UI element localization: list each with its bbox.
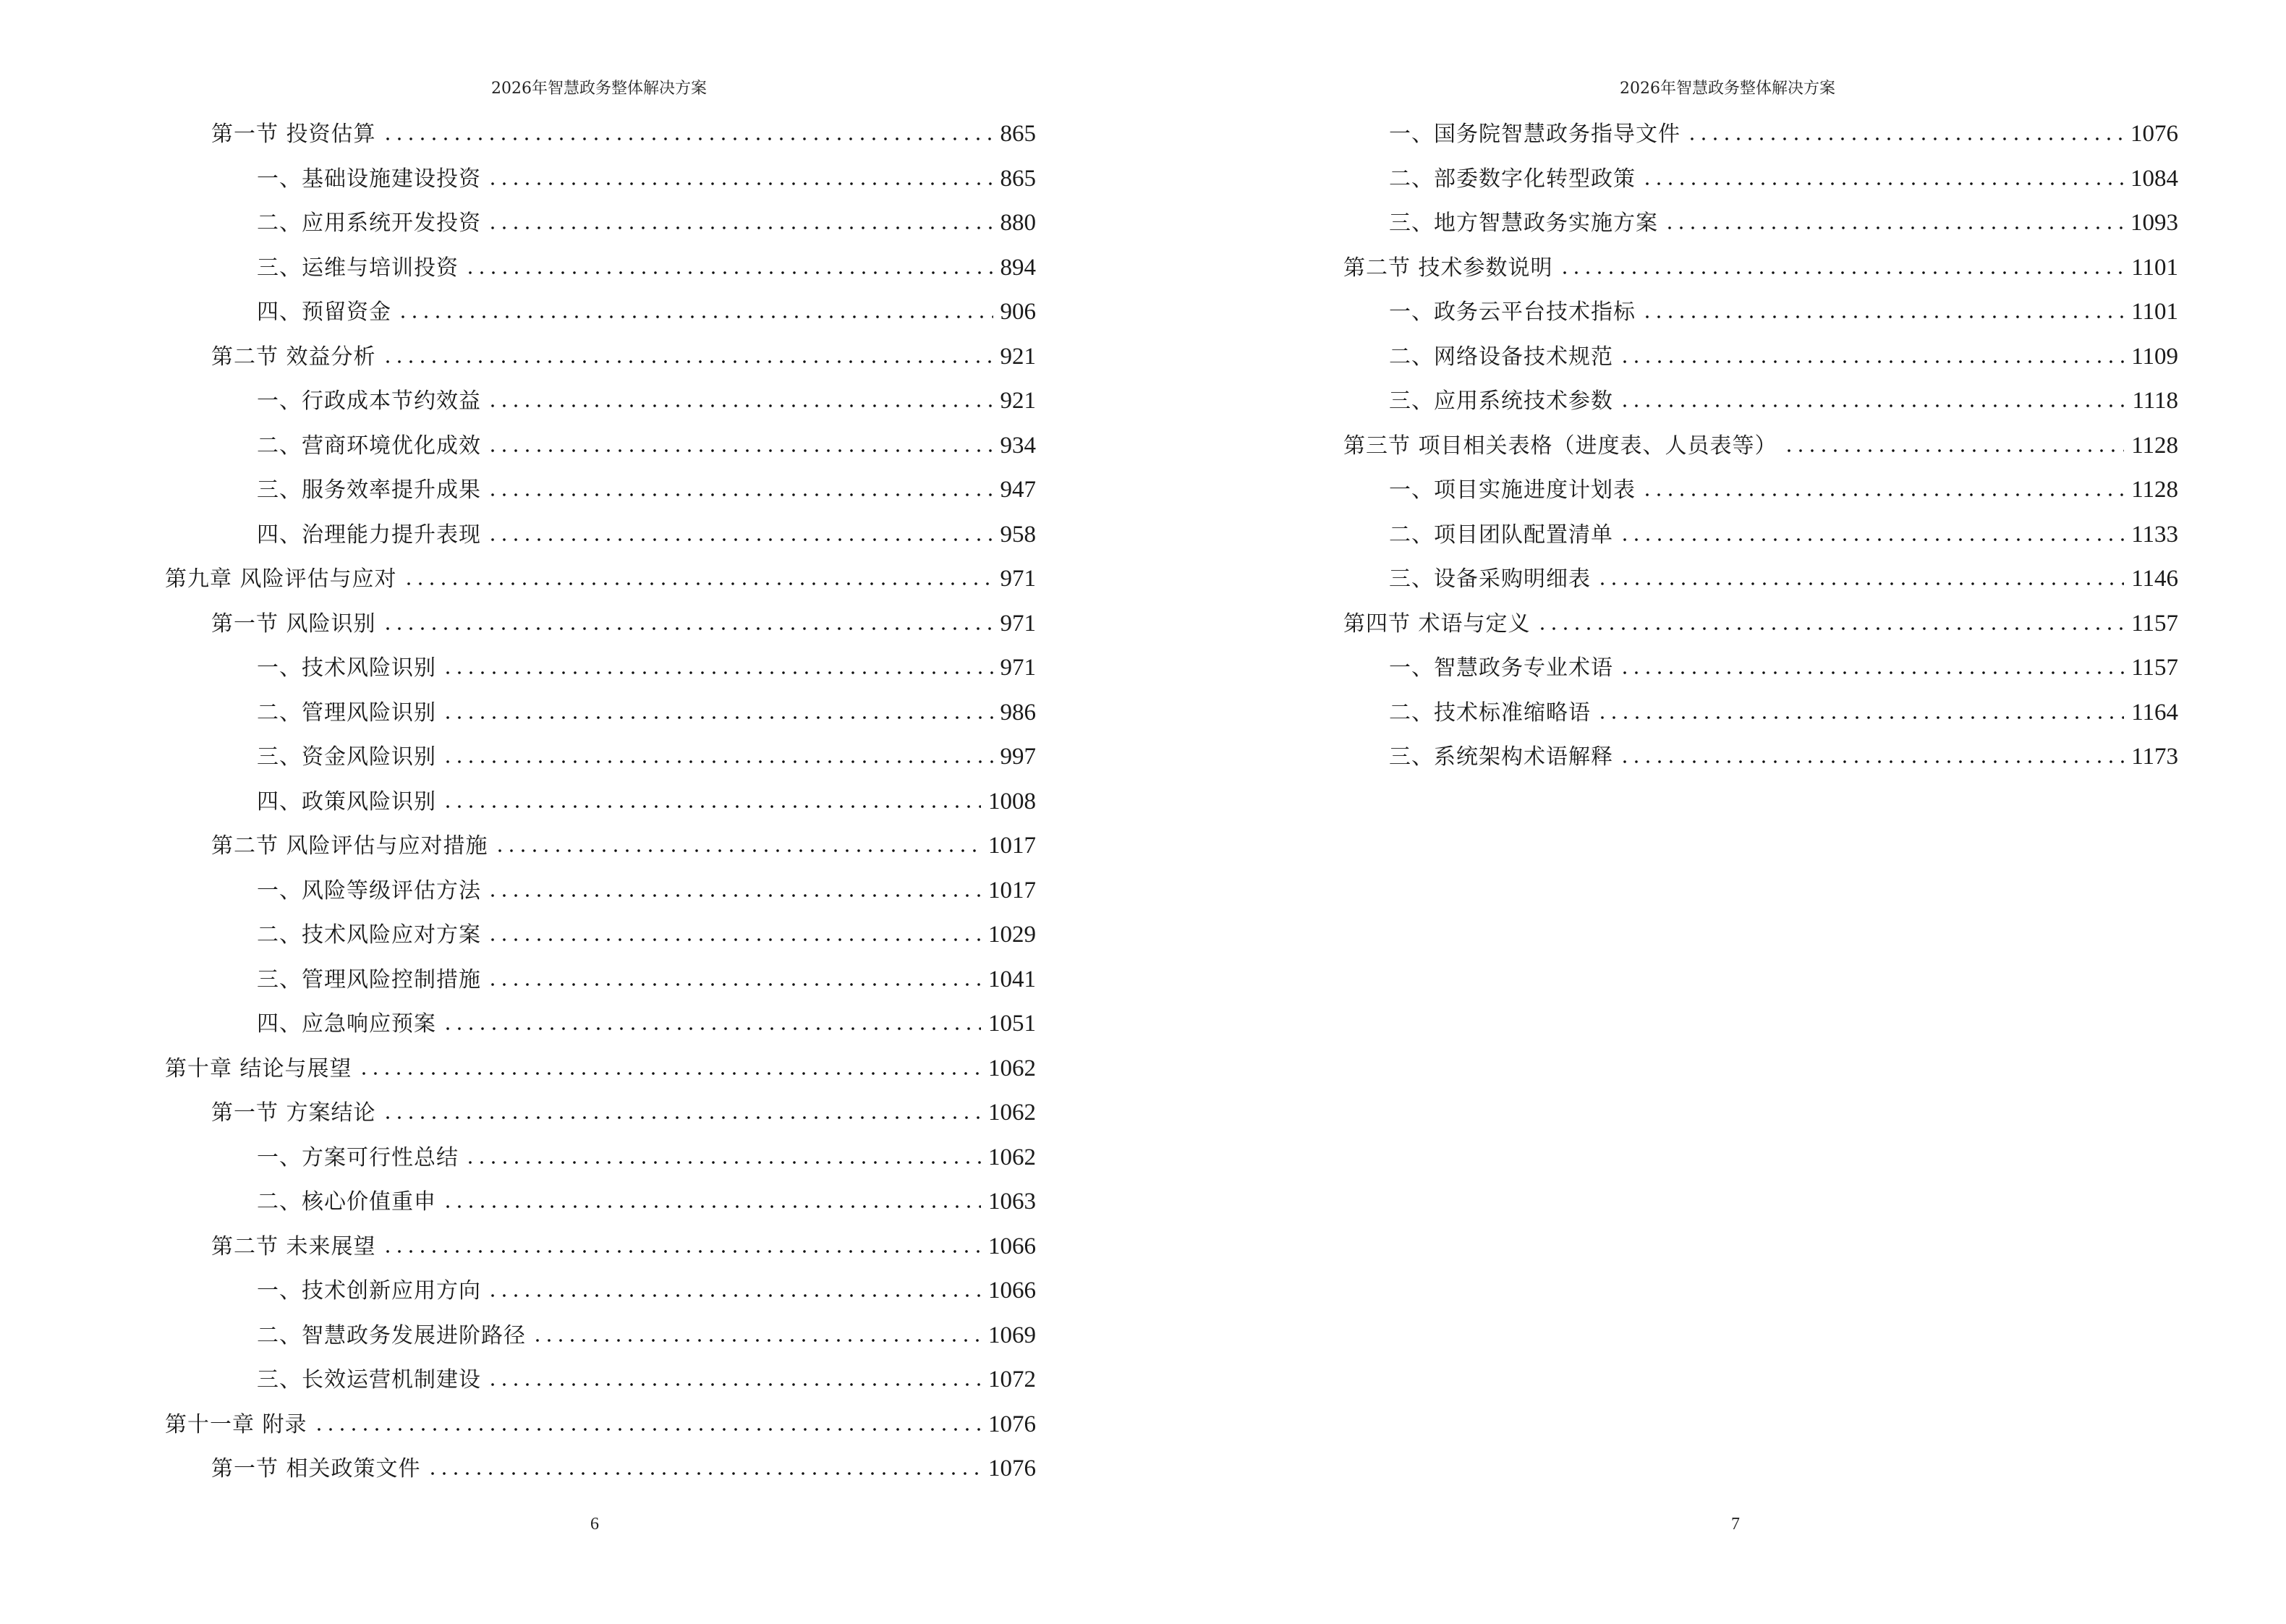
toc-entry-section[interactable] (165, 609, 1036, 654)
toc-entry-title: 一、国务院智慧政务指导文件 (1389, 122, 1680, 147)
toc-entry-title: 第二节 风险评估与应对措施 (211, 833, 488, 859)
table-of-contents (165, 119, 1036, 1499)
toc-entry-section[interactable] (165, 1098, 1036, 1143)
toc-entry-page-number: 865 (1000, 121, 1036, 147)
toc-entry-title: 第一节 风险识别 (211, 611, 376, 637)
toc-entry-page-number: 1157 (2131, 610, 2178, 637)
toc-entry-title: 三、资金风险识别 (257, 744, 436, 770)
dot-leader (1641, 480, 2124, 497)
toc-entry-section[interactable] (1343, 431, 2178, 476)
toc-entry-subsection[interactable] (165, 1321, 1036, 1366)
toc-entry-page-number: 921 (1000, 343, 1036, 370)
toc-entry-title: 二、核心价值重申 (257, 1189, 436, 1215)
toc-entry-subsection[interactable] (165, 520, 1036, 565)
page-right (1143, 0, 2286, 1624)
toc-entry-page-number: 986 (1000, 699, 1036, 726)
dot-leader (487, 480, 993, 497)
toc-entry-title: 第三节 项目相关表格（进度表、人员表等） (1343, 433, 1777, 459)
toc-entry-title: 第二节 未来展望 (211, 1233, 376, 1259)
dot-leader (1619, 391, 2125, 408)
toc-entry-title: 一、基础设施建设投资 (257, 166, 481, 192)
dot-leader (442, 702, 993, 720)
toc-entry-page-number: 906 (1000, 299, 1036, 325)
toc-entry-page-number: 894 (1000, 254, 1036, 281)
toc-entry-subsection[interactable] (1343, 564, 2178, 609)
toc-entry-title: 第九章 风险评估与应对 (165, 566, 397, 592)
toc-entry-subsection[interactable] (165, 698, 1036, 743)
dot-leader (487, 169, 993, 186)
toc-entry-subsection[interactable] (165, 297, 1036, 342)
toc-entry-title: 第二节 效益分析 (211, 344, 376, 370)
toc-entry-title: 二、应用系统开发投资 (257, 211, 481, 236)
toc-entry-page-number: 1157 (2131, 655, 2178, 681)
toc-entry-subsection[interactable] (165, 386, 1036, 431)
toc-entry-subsection[interactable] (165, 1143, 1036, 1188)
toc-entry-subsection[interactable] (1343, 698, 2178, 743)
toc-entry-title: 第二节 技术参数说明 (1343, 255, 1553, 281)
toc-entry-page-number: 880 (1000, 210, 1036, 236)
toc-entry-title: 三、管理风险控制措施 (257, 966, 481, 992)
toc-entry-title: 三、系统架构术语解释 (1389, 744, 1613, 770)
toc-entry-page-number: 1133 (2131, 521, 2178, 548)
toc-entry-subsection[interactable] (165, 1276, 1036, 1321)
toc-entry-page-number: 1076 (988, 1455, 1036, 1481)
toc-entry-title: 四、治理能力提升表现 (257, 522, 481, 548)
toc-entry-title: 三、应用系统技术参数 (1389, 388, 1613, 414)
toc-entry-subsection[interactable] (1343, 164, 2178, 209)
table-of-contents (1343, 119, 2178, 787)
toc-entry-subsection[interactable] (165, 1187, 1036, 1232)
toc-entry-title: 二、技术标准缩略语 (1389, 700, 1591, 726)
dot-leader (487, 391, 993, 408)
toc-entry-page-number: 1069 (988, 1322, 1036, 1348)
dot-leader (1619, 747, 2124, 764)
toc-entry-subsection[interactable] (165, 1365, 1036, 1410)
toc-entry-page-number: 1173 (2131, 744, 2178, 770)
dot-leader (382, 124, 993, 141)
toc-entry-page-number: 997 (1000, 744, 1036, 770)
toc-entry-subsection[interactable] (165, 787, 1036, 832)
toc-entry-subsection[interactable] (165, 475, 1036, 520)
dot-leader (382, 1236, 981, 1254)
toc-entry-subsection[interactable] (1343, 119, 2178, 164)
toc-entry-title: 一、智慧政务专业术语 (1389, 655, 1613, 681)
toc-entry-subsection[interactable] (1343, 342, 2178, 387)
toc-entry-title: 三、长效运营机制建设 (257, 1367, 481, 1393)
toc-entry-page-number: 1017 (988, 877, 1036, 904)
toc-entry-subsection[interactable] (1343, 742, 2178, 787)
toc-entry-title: 二、智慧政务发展进阶路径 (257, 1322, 526, 1348)
dot-leader (464, 1147, 981, 1165)
toc-entry-subsection[interactable] (165, 742, 1036, 787)
dot-leader (1537, 613, 2125, 631)
toc-entry-subsection[interactable] (165, 653, 1036, 698)
dot-leader (1619, 524, 2124, 542)
toc-entry-title: 第一节 相关政策文件 (211, 1456, 421, 1481)
toc-entry-page-number: 1008 (988, 788, 1036, 815)
toc-entry-page-number: 1051 (988, 1011, 1036, 1037)
toc-entry-page-number: 1029 (988, 922, 1036, 948)
toc-entry-title: 第十一章 附录 (165, 1411, 307, 1437)
toc-entry-page-number: 971 (1000, 566, 1036, 592)
toc-entry-title: 二、营商环境优化成效 (257, 433, 481, 459)
toc-entry-title: 第一节 投资估算 (211, 122, 376, 147)
dot-leader (313, 1414, 981, 1432)
toc-entry-section[interactable] (1343, 609, 2178, 654)
toc-entry-page-number: 1063 (988, 1189, 1036, 1215)
dot-leader (382, 613, 993, 631)
dot-leader (1597, 702, 2124, 720)
toc-entry-page-number: 1041 (988, 966, 1036, 992)
dot-leader (487, 969, 981, 987)
dot-leader (382, 347, 993, 364)
toc-entry-page-number: 1072 (988, 1366, 1036, 1393)
toc-entry-page-number: 1066 (988, 1277, 1036, 1304)
toc-entry-title: 一、技术风险识别 (257, 655, 436, 681)
toc-entry-page-number: 1062 (988, 1100, 1036, 1126)
toc-entry-title: 一、项目实施进度计划表 (1389, 477, 1636, 503)
toc-entry-title: 一、风险等级评估方法 (257, 877, 481, 904)
toc-entry-title: 四、应急响应预案 (257, 1011, 436, 1037)
toc-entry-title: 四、政策风险识别 (257, 788, 436, 815)
dot-leader (358, 1058, 981, 1076)
toc-entry-title: 三、服务效率提升成果 (257, 477, 481, 503)
dot-leader (1686, 124, 2123, 141)
dot-leader (442, 791, 981, 809)
toc-entry-page-number: 958 (1000, 521, 1036, 548)
toc-entry-chapter[interactable] (165, 1410, 1036, 1455)
toc-entry-page-number: 1062 (988, 1055, 1036, 1081)
dot-leader (1619, 347, 2124, 364)
toc-entry-subsection[interactable] (165, 208, 1036, 253)
toc-entry-title: 一、行政成本节约效益 (257, 388, 481, 414)
dot-leader (1597, 569, 2124, 586)
toc-entry-page-number: 1128 (2131, 432, 2178, 459)
dot-leader (487, 924, 981, 942)
toc-entry-title: 一、政务云平台技术指标 (1389, 299, 1636, 325)
toc-entry-title: 二、网络设备技术规范 (1389, 344, 1613, 370)
toc-entry-page-number: 1076 (988, 1411, 1036, 1437)
toc-entry-page-number: 1017 (988, 833, 1036, 859)
toc-entry-page-number: 971 (1000, 610, 1036, 637)
dot-leader (1664, 213, 2123, 230)
toc-entry-section[interactable] (165, 119, 1036, 164)
toc-entry-title: 二、技术风险应对方案 (257, 922, 481, 948)
toc-entry-subsection[interactable] (165, 164, 1036, 209)
dot-leader (397, 302, 993, 319)
toc-entry-title: 四、预留资金 (257, 299, 391, 325)
dot-leader (487, 1280, 981, 1298)
toc-entry-subsection[interactable] (165, 253, 1036, 298)
dot-leader (1783, 435, 2125, 453)
toc-entry-title: 第十章 结论与展望 (165, 1055, 352, 1081)
toc-entry-chapter[interactable] (165, 564, 1036, 609)
toc-entry-page-number: 1118 (2132, 388, 2178, 414)
toc-entry-subsection[interactable] (1343, 520, 2178, 565)
toc-entry-page-number: 1101 (2131, 299, 2178, 325)
toc-entry-section[interactable] (165, 831, 1036, 876)
running-header: 2026年智慧政务整体解决方案 (1620, 80, 1835, 98)
toc-entry-title: 三、运维与培训投资 (257, 255, 459, 281)
dot-leader (487, 213, 993, 230)
toc-entry-section[interactable] (165, 342, 1036, 387)
toc-entry-page-number: 1066 (988, 1233, 1036, 1259)
dot-leader (442, 658, 993, 675)
dot-leader (487, 1369, 981, 1387)
toc-entry-subsection[interactable] (165, 431, 1036, 476)
toc-entry-subsection[interactable] (1343, 208, 2178, 253)
toc-entry-subsection[interactable] (1343, 297, 2178, 342)
toc-entry-title: 三、设备采购明细表 (1389, 566, 1591, 592)
toc-entry-title: 一、方案可行性总结 (257, 1144, 459, 1170)
toc-entry-page-number: 934 (1000, 432, 1036, 459)
dot-leader (442, 1013, 981, 1031)
page-number: 6 (590, 1515, 599, 1534)
toc-entry-section[interactable] (165, 1454, 1036, 1499)
toc-entry-title: 第四节 术语与定义 (1343, 611, 1531, 637)
toc-entry-page-number: 865 (1000, 165, 1036, 192)
running-header: 2026年智慧政务整体解决方案 (491, 80, 707, 98)
dot-leader (464, 258, 993, 275)
toc-entry-section[interactable] (165, 1232, 1036, 1277)
toc-entry-subsection[interactable] (165, 1009, 1036, 1054)
dot-leader (442, 747, 993, 764)
toc-entry-title: 一、技术创新应用方向 (257, 1278, 481, 1304)
toc-entry-subsection[interactable] (1343, 386, 2178, 431)
dot-leader (1641, 169, 2123, 186)
toc-entry-title: 二、项目团队配置清单 (1389, 522, 1613, 548)
toc-entry-title: 第一节 方案结论 (211, 1100, 376, 1126)
toc-entry-page-number: 1062 (988, 1144, 1036, 1170)
dot-leader (487, 524, 993, 542)
toc-entry-page-number: 1164 (2131, 699, 2178, 726)
toc-entry-subsection[interactable] (165, 920, 1036, 965)
dot-leader (427, 1458, 981, 1476)
toc-entry-subsection[interactable] (1343, 653, 2178, 698)
toc-entry-section[interactable] (1343, 253, 2178, 298)
toc-entry-title: 三、地方智慧政务实施方案 (1389, 211, 1658, 236)
toc-entry-chapter[interactable] (165, 1054, 1036, 1099)
toc-entry-page-number: 1084 (2130, 165, 2178, 192)
toc-entry-page-number: 1101 (2131, 254, 2178, 281)
toc-entry-page-number: 971 (1000, 655, 1036, 681)
dot-leader (403, 569, 993, 586)
dot-leader (494, 836, 981, 853)
page-number: 7 (1731, 1515, 1740, 1534)
toc-entry-page-number: 921 (1000, 388, 1036, 414)
toc-entry-page-number: 947 (1000, 477, 1036, 503)
dot-leader (487, 880, 981, 898)
dot-leader (532, 1325, 981, 1343)
toc-entry-page-number: 1146 (2131, 566, 2178, 592)
dot-leader (1619, 658, 2124, 675)
toc-entry-title: 二、部委数字化转型政策 (1389, 166, 1636, 192)
dot-leader (442, 1191, 981, 1209)
dot-leader (1559, 258, 2125, 275)
toc-entry-subsection[interactable] (165, 876, 1036, 921)
toc-entry-subsection[interactable] (165, 965, 1036, 1010)
dot-leader (487, 435, 993, 453)
toc-entry-page-number: 1128 (2131, 477, 2178, 503)
toc-entry-page-number: 1076 (2130, 121, 2178, 147)
toc-entry-title: 二、管理风险识别 (257, 700, 436, 726)
toc-entry-subsection[interactable] (1343, 475, 2178, 520)
dot-leader (382, 1102, 981, 1120)
dot-leader (1641, 302, 2124, 319)
toc-entry-page-number: 1109 (2131, 343, 2178, 370)
toc-entry-page-number: 1093 (2130, 210, 2178, 236)
